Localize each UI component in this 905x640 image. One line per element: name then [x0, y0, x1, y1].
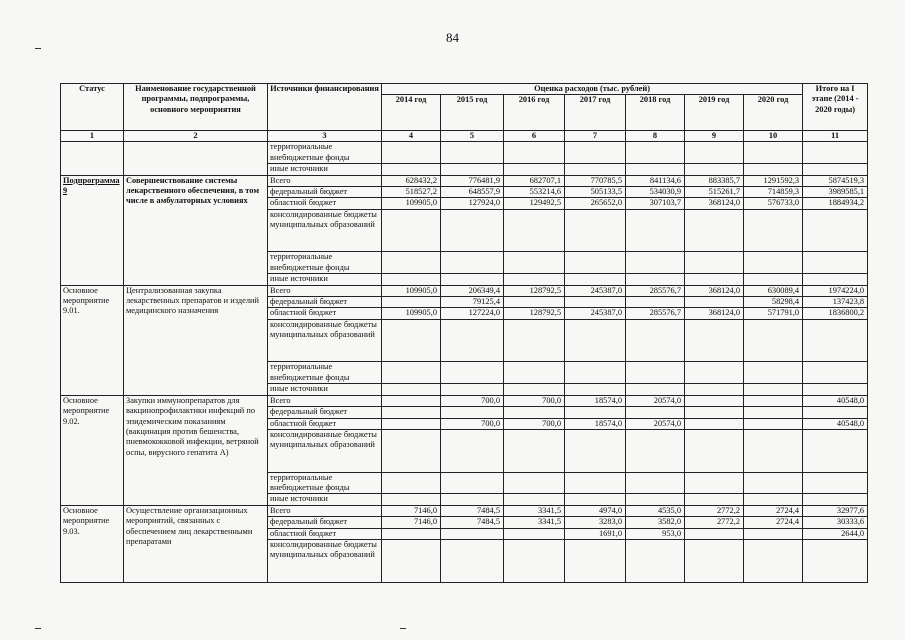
- year-value: [504, 472, 565, 494]
- year-value: 18574,0: [565, 418, 626, 429]
- year-value: [565, 297, 626, 308]
- total-value: 40548,0: [803, 418, 868, 429]
- table-row: [61, 142, 868, 164]
- year-value: [685, 395, 744, 406]
- year-value: [685, 429, 744, 472]
- year-value: 1291592,3: [744, 175, 803, 186]
- year-value: [744, 209, 803, 252]
- year-value: [626, 384, 685, 395]
- total-value: 3989585,1: [803, 187, 868, 198]
- total-value: [803, 472, 868, 494]
- row-name: Осуществление организационных мероприятий, связанных с обеспечением лиц лекарственными препаратами: [124, 505, 268, 582]
- year-value: [504, 297, 565, 308]
- year-value: [744, 528, 803, 539]
- total-value: 2644,0: [803, 528, 868, 539]
- year-value: 7146,0: [382, 517, 441, 528]
- year-value: [744, 418, 803, 429]
- year-value: [382, 252, 441, 274]
- year-value: 245387,0: [565, 285, 626, 296]
- year-value: [382, 209, 441, 252]
- year-value: 368124,0: [685, 198, 744, 209]
- funding-source: консолидированные бюджеты муниципальных образований: [268, 319, 382, 362]
- year-value: [626, 539, 685, 582]
- year-value: 648557,9: [441, 187, 504, 198]
- funding-source: федеральный бюджет: [268, 297, 382, 308]
- year-value: 515261,7: [685, 187, 744, 198]
- year-value: [626, 472, 685, 494]
- year-value: 700,0: [504, 395, 565, 406]
- total-value: [803, 319, 868, 362]
- year-value: 700,0: [441, 395, 504, 406]
- funding-source: Всего: [268, 395, 382, 406]
- year-value: [382, 528, 441, 539]
- year-value: 628432,2: [382, 175, 441, 186]
- year-value: [441, 429, 504, 472]
- scan-speck: [35, 628, 41, 629]
- year-value: [685, 528, 744, 539]
- year-value: [685, 297, 744, 308]
- table-row: [61, 395, 868, 406]
- year-value: 285576,7: [626, 285, 685, 296]
- year-value: [504, 429, 565, 472]
- year-value: [626, 274, 685, 285]
- year-value: [744, 274, 803, 285]
- funding-source: иные источники: [268, 274, 382, 285]
- total-value: [803, 539, 868, 582]
- funding-source: консолидированные бюджеты муниципальных образований: [268, 209, 382, 252]
- year-value: [441, 494, 504, 505]
- year-value: [504, 407, 565, 418]
- total-value: [803, 384, 868, 395]
- scan-speck: [35, 48, 41, 49]
- year-value: [565, 362, 626, 384]
- year-value: 7484,5: [441, 505, 504, 516]
- funding-source: областной бюджет: [268, 308, 382, 319]
- year-value: 700,0: [504, 418, 565, 429]
- year-value: 518527,2: [382, 187, 441, 198]
- year-value: 20574,0: [626, 395, 685, 406]
- year-value: 534030,9: [626, 187, 685, 198]
- year-value: [504, 528, 565, 539]
- column-number: 6: [504, 131, 565, 142]
- header-year: 2016 год: [504, 95, 565, 131]
- funding-source: Всего: [268, 285, 382, 296]
- year-value: [685, 319, 744, 362]
- table-row: [61, 285, 868, 296]
- funding-source: областной бюджет: [268, 198, 382, 209]
- scan-speck: [400, 628, 406, 629]
- year-value: [565, 142, 626, 164]
- row-name: [124, 142, 268, 175]
- funding-source: консолидированные бюджеты муниципальных образований: [268, 429, 382, 472]
- year-value: 18574,0: [565, 395, 626, 406]
- year-value: 571791,0: [744, 308, 803, 319]
- year-value: 714859,3: [744, 187, 803, 198]
- total-value: [803, 494, 868, 505]
- expenditure-table: [60, 83, 868, 583]
- year-value: [744, 395, 803, 406]
- year-value: 368124,0: [685, 285, 744, 296]
- year-value: 1691,0: [565, 528, 626, 539]
- total-value: [803, 274, 868, 285]
- funding-source: федеральный бюджет: [268, 187, 382, 198]
- year-value: 2772,2: [685, 505, 744, 516]
- year-value: [565, 319, 626, 362]
- year-value: [626, 362, 685, 384]
- funding-source: иные источники: [268, 384, 382, 395]
- year-value: 7146,0: [382, 505, 441, 516]
- header-total: Итого на I этапе (2014 - 2020 годы): [803, 84, 868, 131]
- year-value: [441, 319, 504, 362]
- year-value: [382, 362, 441, 384]
- row-status: Основное мероприятие 9.01.: [61, 285, 124, 395]
- year-value: 576733,0: [744, 198, 803, 209]
- year-value: 129492,5: [504, 198, 565, 209]
- expenditure-table-container: [60, 83, 868, 583]
- total-value: [803, 362, 868, 384]
- year-value: [504, 209, 565, 252]
- row-status: Основное мероприятие 9.03.: [61, 505, 124, 582]
- year-value: 245387,0: [565, 308, 626, 319]
- column-number: 8: [626, 131, 685, 142]
- year-value: 307103,7: [626, 198, 685, 209]
- table-row: [61, 505, 868, 516]
- row-status: Основное мероприятие 9.02.: [61, 395, 124, 505]
- year-value: 128792,5: [504, 285, 565, 296]
- column-number: 4: [382, 131, 441, 142]
- year-value: 505133,5: [565, 187, 626, 198]
- header-name: Наименование государственной программы, подпрограммы, основного мероприятия: [124, 84, 268, 131]
- year-value: [441, 209, 504, 252]
- year-value: [504, 274, 565, 285]
- total-value: 30333,6: [803, 517, 868, 528]
- year-value: 127924,0: [441, 198, 504, 209]
- page-number: 84: [446, 30, 459, 45]
- total-value: 32977,6: [803, 505, 868, 516]
- column-number: 10: [744, 131, 803, 142]
- header-estimate: Оценка расходов (тыс. рублей): [382, 84, 803, 95]
- year-value: [685, 407, 744, 418]
- column-number: 9: [685, 131, 744, 142]
- year-value: [565, 209, 626, 252]
- total-value: [803, 142, 868, 164]
- column-number: 7: [565, 131, 626, 142]
- year-value: 109905,0: [382, 285, 441, 296]
- year-value: 841134,6: [626, 175, 685, 186]
- total-value: 5874519,3: [803, 175, 868, 186]
- year-value: [565, 384, 626, 395]
- year-value: [565, 539, 626, 582]
- year-value: 3582,0: [626, 517, 685, 528]
- total-value: 1884934,2: [803, 198, 868, 209]
- year-value: [441, 164, 504, 175]
- year-value: 2724,4: [744, 505, 803, 516]
- year-value: [441, 274, 504, 285]
- year-value: [382, 472, 441, 494]
- year-value: [382, 274, 441, 285]
- year-value: 109905,0: [382, 308, 441, 319]
- year-value: [744, 319, 803, 362]
- year-value: [744, 164, 803, 175]
- year-value: [441, 252, 504, 274]
- year-value: [504, 319, 565, 362]
- year-value: [565, 164, 626, 175]
- column-number: 3: [268, 131, 382, 142]
- column-number: 11: [803, 131, 868, 142]
- funding-source: иные источники: [268, 164, 382, 175]
- total-value: [803, 429, 868, 472]
- year-value: 265652,0: [565, 198, 626, 209]
- year-value: 883385,7: [685, 175, 744, 186]
- year-value: [626, 297, 685, 308]
- year-value: [382, 319, 441, 362]
- header-year: 2014 год: [382, 95, 441, 131]
- year-value: 58298,4: [744, 297, 803, 308]
- year-value: [565, 407, 626, 418]
- funding-source: территориальные внебюджетные фонды: [268, 252, 382, 274]
- header-year: 2015 год: [441, 95, 504, 131]
- year-value: 109905,0: [382, 198, 441, 209]
- year-value: 3341,5: [504, 505, 565, 516]
- year-value: [626, 407, 685, 418]
- year-value: 3341,5: [504, 517, 565, 528]
- year-value: [744, 384, 803, 395]
- row-name: Закупки иммунопрепаратов для вакцинопрофилактики инфекций по эпидемическим показаниям (вакцинация против бешенства, пневмококковой инфекции, ветряной оспы, вирусного гепатита А): [124, 395, 268, 505]
- year-value: [744, 362, 803, 384]
- year-value: [685, 142, 744, 164]
- total-value: [803, 164, 868, 175]
- year-value: [382, 142, 441, 164]
- year-value: [441, 362, 504, 384]
- total-value: [803, 209, 868, 252]
- year-value: [685, 209, 744, 252]
- header-source: Источники финансирования: [268, 84, 382, 131]
- year-value: [441, 528, 504, 539]
- year-value: 128792,5: [504, 308, 565, 319]
- year-value: [565, 429, 626, 472]
- year-value: [685, 494, 744, 505]
- header-year: 2017 год: [565, 95, 626, 131]
- year-value: [441, 384, 504, 395]
- year-value: 700,0: [441, 418, 504, 429]
- year-value: [744, 429, 803, 472]
- row-status: Подпрограмма 9: [61, 175, 124, 285]
- year-value: [504, 362, 565, 384]
- year-value: [685, 384, 744, 395]
- year-value: [685, 274, 744, 285]
- row-name: Централизованная закупка лекарственных препаратов и изделий медицинского назначения: [124, 285, 268, 395]
- header-status: Статус: [61, 84, 124, 131]
- table-body: [61, 142, 868, 582]
- year-value: 776481,9: [441, 175, 504, 186]
- year-value: 682707,1: [504, 175, 565, 186]
- year-value: [504, 164, 565, 175]
- funding-source: федеральный бюджет: [268, 407, 382, 418]
- year-value: [626, 164, 685, 175]
- funding-source: иные источники: [268, 494, 382, 505]
- row-status: [61, 142, 124, 175]
- year-value: [626, 252, 685, 274]
- total-value: [803, 407, 868, 418]
- year-value: [626, 494, 685, 505]
- funding-source: территориальные внебюджетные фонды: [268, 472, 382, 494]
- year-value: [626, 142, 685, 164]
- year-value: 2772,2: [685, 517, 744, 528]
- year-value: [744, 539, 803, 582]
- row-name: Совершенствование системы лекарственного обеспечения, в том числе в амбулаторных условиях: [124, 175, 268, 285]
- year-value: [504, 494, 565, 505]
- funding-source: консолидированные бюджеты муниципальных образований: [268, 539, 382, 582]
- year-value: [565, 494, 626, 505]
- year-value: 770785,5: [565, 175, 626, 186]
- year-value: [626, 209, 685, 252]
- year-value: [744, 142, 803, 164]
- year-value: [382, 395, 441, 406]
- year-value: [441, 539, 504, 582]
- year-value: [744, 494, 803, 505]
- year-value: [565, 274, 626, 285]
- year-value: [504, 539, 565, 582]
- funding-source: Всего: [268, 505, 382, 516]
- year-value: [382, 418, 441, 429]
- header-year: 2020 год: [744, 95, 803, 131]
- year-value: [565, 472, 626, 494]
- year-value: [685, 252, 744, 274]
- year-value: 630089,4: [744, 285, 803, 296]
- year-value: 79125,4: [441, 297, 504, 308]
- year-value: [382, 429, 441, 472]
- year-value: [382, 384, 441, 395]
- year-value: [504, 142, 565, 164]
- year-value: [382, 539, 441, 582]
- year-value: [382, 164, 441, 175]
- column-number: 2: [124, 131, 268, 142]
- total-value: 1974224,0: [803, 285, 868, 296]
- year-value: [504, 252, 565, 274]
- year-value: [685, 362, 744, 384]
- year-value: [744, 252, 803, 274]
- year-value: 7484,5: [441, 517, 504, 528]
- funding-source: областной бюджет: [268, 418, 382, 429]
- table-row: [61, 175, 868, 186]
- total-value: [803, 252, 868, 274]
- year-value: 953,0: [626, 528, 685, 539]
- year-value: 127224,0: [441, 308, 504, 319]
- column-number: 1: [61, 131, 124, 142]
- year-value: [441, 472, 504, 494]
- year-value: [744, 472, 803, 494]
- year-value: [626, 429, 685, 472]
- year-value: [382, 407, 441, 418]
- year-value: 2724,4: [744, 517, 803, 528]
- year-value: 3283,0: [565, 517, 626, 528]
- header-year: 2018 год: [626, 95, 685, 131]
- funding-source: федеральный бюджет: [268, 517, 382, 528]
- funding-source: территориальные внебюджетные фонды: [268, 362, 382, 384]
- year-value: [441, 142, 504, 164]
- column-number: 5: [441, 131, 504, 142]
- funding-source: Всего: [268, 175, 382, 186]
- total-value: 1836800,2: [803, 308, 868, 319]
- year-value: 4535,0: [626, 505, 685, 516]
- year-value: [565, 252, 626, 274]
- year-value: 4974,0: [565, 505, 626, 516]
- total-value: 137423,8: [803, 297, 868, 308]
- year-value: 285576,7: [626, 308, 685, 319]
- year-value: [685, 164, 744, 175]
- year-value: [382, 297, 441, 308]
- year-value: [685, 472, 744, 494]
- total-value: 40548,0: [803, 395, 868, 406]
- funding-source: областной бюджет: [268, 528, 382, 539]
- year-value: 206349,4: [441, 285, 504, 296]
- header-year: 2019 год: [685, 95, 744, 131]
- year-value: [441, 407, 504, 418]
- year-value: 20574,0: [626, 418, 685, 429]
- year-value: 368124,0: [685, 308, 744, 319]
- year-value: [382, 494, 441, 505]
- funding-source: территориальные внебюджетные фонды: [268, 142, 382, 164]
- year-value: [685, 539, 744, 582]
- year-value: 553214,6: [504, 187, 565, 198]
- year-value: [626, 319, 685, 362]
- year-value: [744, 407, 803, 418]
- year-value: [504, 384, 565, 395]
- year-value: [685, 418, 744, 429]
